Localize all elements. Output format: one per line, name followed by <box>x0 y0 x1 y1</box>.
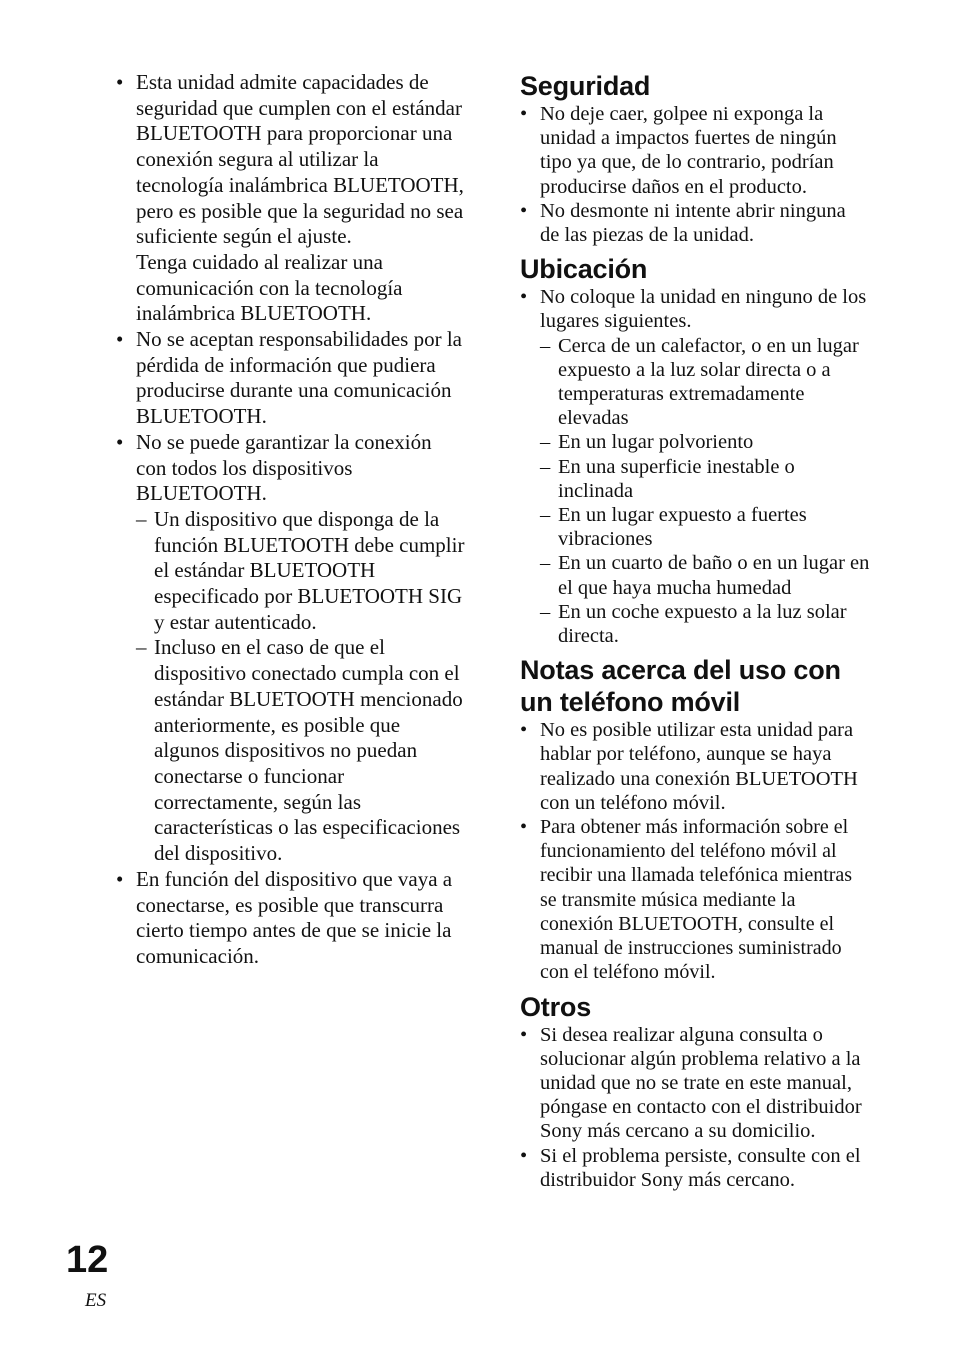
section-notas-telefono <box>520 654 870 984</box>
left-column <box>116 70 466 970</box>
bullet-list <box>520 285 870 648</box>
left-bullet-list <box>116 70 466 970</box>
sub-list-item: – Cerca de un calefactor, o en un lugar expuesto a la luz solar directa o a temperaturas extremadamente elevadas <box>540 334 870 431</box>
list-item-text: • Esta unidad admite capacidades de seguridad que cumplen con el estándar BLUETOOTH para proporcionar una conexión segura al utilizar la tecnología inalámbrica BLUETOOTH, pero es posible que la seguridad no sea suficiente según el ajuste. <box>136 70 464 249</box>
list-item: • No es posible utilizar esta unidad para hablar por teléfono, aunque se haya realizado una conexión BLUETOOTH con un teléfono móvil. <box>520 718 870 815</box>
list-item <box>116 327 466 430</box>
list-item: • Para obtener más información sobre el funcionamiento del teléfono móvil al recibir una llamada telefónica mientras se transmite música mediante la conexión BLUETOOTH, consulte el manual de instrucciones suministrado con el teléfono móvil. <box>520 815 870 984</box>
section-ubicacion <box>520 253 870 648</box>
section-seguridad <box>520 70 870 247</box>
right-column <box>520 70 870 1192</box>
list-item-text: • No se aceptan responsabilidades por la pérdida de información que pudiera producirse durante una comunicación BLUETOOTH. <box>136 327 462 429</box>
sub-list-item: – Un dispositivo que disponga de la función BLUETOOTH debe cumplir el estándar BLUETOOTH especificado por BLUETOOTH SIG y estar autenticado. <box>136 507 466 636</box>
list-item-text: • En función del dispositivo que vaya a conectarse, es posible que transcurra cierto tiempo antes de que se inicie la comunicación. <box>136 866 453 968</box>
list-item-extra-text: Tenga cuidado al realizar una comunicación con la tecnología inalámbrica BLUETOOTH. <box>136 249 403 326</box>
bullet-list <box>520 102 870 247</box>
list-item <box>116 867 466 970</box>
section-heading: Seguridad <box>520 71 651 101</box>
sub-list-item: – En un cuarto de baño o en un lugar en el que haya mucha humedad <box>540 551 870 599</box>
list-item: • Si desea realizar alguna consulta o solucionar algún problema relativo a la unidad que no se trate en este manual, póngase en contacto con el distribuidor Sony más cercano a su domicilio. <box>520 1023 870 1144</box>
list-item <box>116 430 466 507</box>
sub-list-item: – En una superficie inestable o inclinada <box>540 455 870 503</box>
language-code: ES <box>85 1290 107 1311</box>
list-item: • Si el problema persiste, consulte con el distribuidor Sony más cercano. <box>520 1144 870 1192</box>
section-heading: Ubicación <box>520 254 648 285</box>
section-heading: Otros <box>520 991 592 1022</box>
list-item-text: • No se puede garantizar la conexión con todos los dispositivos BLUETOOTH. <box>136 429 432 506</box>
sub-list-item: – Incluso en el caso de que el dispositivo conectado cumpla con el estándar BLUETOOTH mencionado anteriormente, es posible que algunos dispositivos no puedan conectarse o funcionar correctamente, según las características o las especificaciones del dispositivo. <box>136 635 466 866</box>
list-item: • No deje caer, golpee ni exponga la unidad a impactos fuertes de ningún tipo ya que, de lo contrario, podrían producirse daños en el producto. <box>520 102 870 199</box>
bullet-list <box>520 718 870 984</box>
section-heading: Notas acerca del uso con un teléfono móvil <box>520 655 841 718</box>
sub-list-item: – En un coche expuesto a la luz solar directa. <box>540 600 870 648</box>
page-number: 12 <box>66 1239 109 1281</box>
list-item: • No coloque la unidad en ninguno de los lugares siguientes. <box>520 285 870 333</box>
sub-list-item: – En un lugar expuesto a fuertes vibraciones <box>540 503 870 551</box>
sub-list-item: – En un lugar polvoriento <box>540 430 870 454</box>
list-item: • No desmonte ni intente abrir ninguna de las piezas de la unidad. <box>520 199 870 247</box>
bullet-list <box>520 1023 870 1192</box>
section-otros <box>520 991 870 1192</box>
list-item <box>116 70 466 327</box>
